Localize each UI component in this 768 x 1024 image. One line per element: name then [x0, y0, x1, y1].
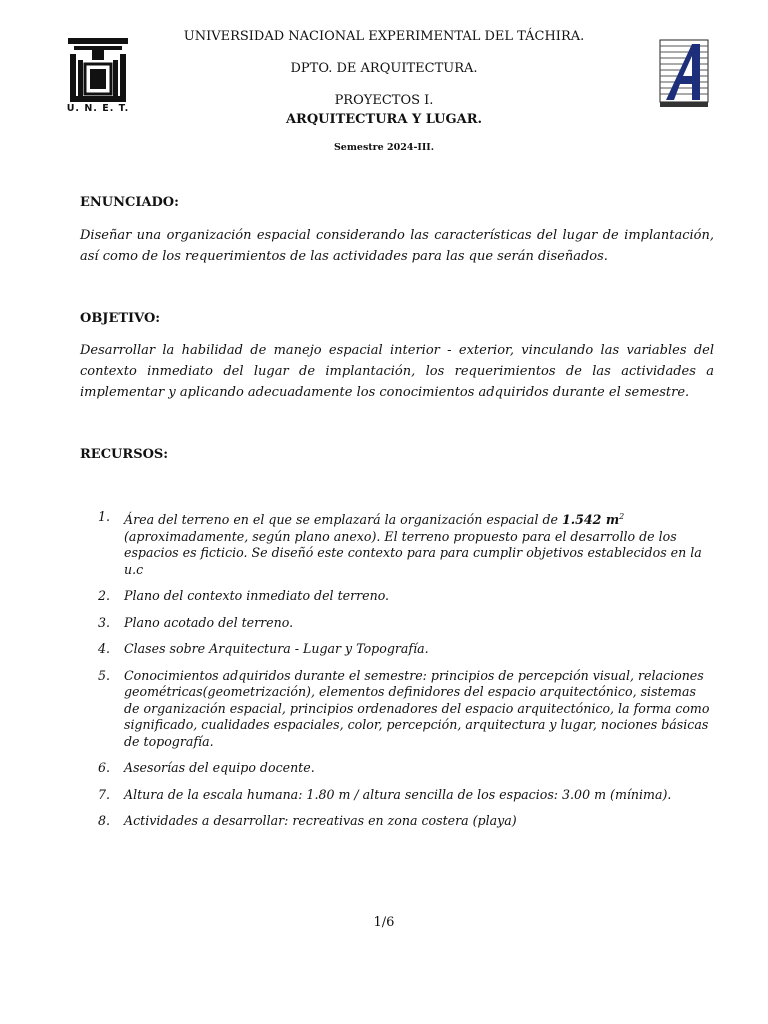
- list-item-number: 1.: [98, 509, 111, 524]
- subject-title: ARQUITECTURA Y LUGAR.: [285, 112, 483, 127]
- recursos-list: [95, 509, 715, 840]
- list-item: [95, 813, 715, 830]
- page-number: 1/6: [373, 915, 395, 930]
- list-item: [95, 668, 715, 751]
- list-item: [95, 509, 715, 578]
- enunciado-text: Diseñar una organización espacial considerando las características del lugar de implantación, así como de los requerimientos de las actividades para las que serán diseñados.: [80, 228, 714, 264]
- list-item-text: Plano acotado del terreno.: [124, 614, 294, 630]
- list-item-text: Asesorías del equipo docente.: [124, 760, 315, 776]
- list-item-text: Altura de la escala humana: 1.80 m / altura sencilla de los espacios: 3.00 m (mínima).: [124, 786, 672, 802]
- university-name: UNIVERSIDAD NACIONAL EXPERIMENTAL DEL TÁCHIRA.: [183, 29, 585, 44]
- list-item-text: Actividades a desarrollar: recreativas en zona costera (playa): [124, 813, 517, 829]
- list-item-number: 5.: [98, 667, 111, 683]
- objetivo-heading: OBJETIVO:: [80, 311, 161, 326]
- list-item-text: Plano del contexto inmediato del terreno.: [124, 588, 390, 604]
- list-item-text: Conocimientos adquiridos durante el semestre: principios de percepción visual, relaciones geométricas(geometrización), elementos definidores del espacio arquitectónico, sistemas de organización espacial, principios ordenadores del espacio arquitectónico, la forma como significado, cualidades espaciales, color, percepción, arquitectura y lugar, nociones básicas de topografía.: [124, 667, 710, 749]
- list-item-text: (aproximadamente, según plano anexo). El terreno propuesto para el desarrollo de los espacios es ficticio. Se diseñó este contexto para para cumplir objetivos establecidos en la u.c: [124, 528, 702, 577]
- list-item-number: 2.: [98, 588, 111, 604]
- list-item: [95, 641, 715, 658]
- terrain-area-exponent: 2: [619, 512, 625, 521]
- list-item: [95, 787, 715, 804]
- list-item: [95, 588, 715, 605]
- list-item-text: Área del terreno en el que se emplazará la organización espacial de: [124, 512, 562, 528]
- course-name: PROYECTOS I.: [334, 93, 434, 108]
- list-item: [95, 615, 715, 632]
- semester-label: Semestre 2024-III.: [333, 142, 435, 153]
- terrain-area-value: 1.542 m: [562, 512, 620, 528]
- enunciado-heading: ENUNCIADO:: [80, 195, 179, 210]
- objetivo-text: Desarrollar la habilidad de manejo espacial interior - exterior, vinculando las variables del contexto inmediato del lugar de implantación, los requerimientos de las actividades a implementar y aplicando adecuadamente los conocimientos adquiridos durante el semestre.: [80, 343, 714, 400]
- list-item-number: 4.: [98, 641, 111, 657]
- unet-logo-caption: U. N. E. T.: [66, 103, 130, 114]
- list-item-number: 7.: [98, 786, 111, 802]
- department-name: DPTO. DE ARQUITECTURA.: [290, 61, 478, 76]
- list-item-number: 3.: [98, 614, 111, 630]
- list-item-number: 6.: [98, 760, 111, 776]
- list-item: [95, 760, 715, 777]
- list-item-number: 8.: [98, 813, 111, 829]
- list-item-text: Clases sobre Arquitectura - Lugar y Topografía.: [124, 641, 429, 657]
- recursos-heading: RECURSOS:: [80, 447, 169, 462]
